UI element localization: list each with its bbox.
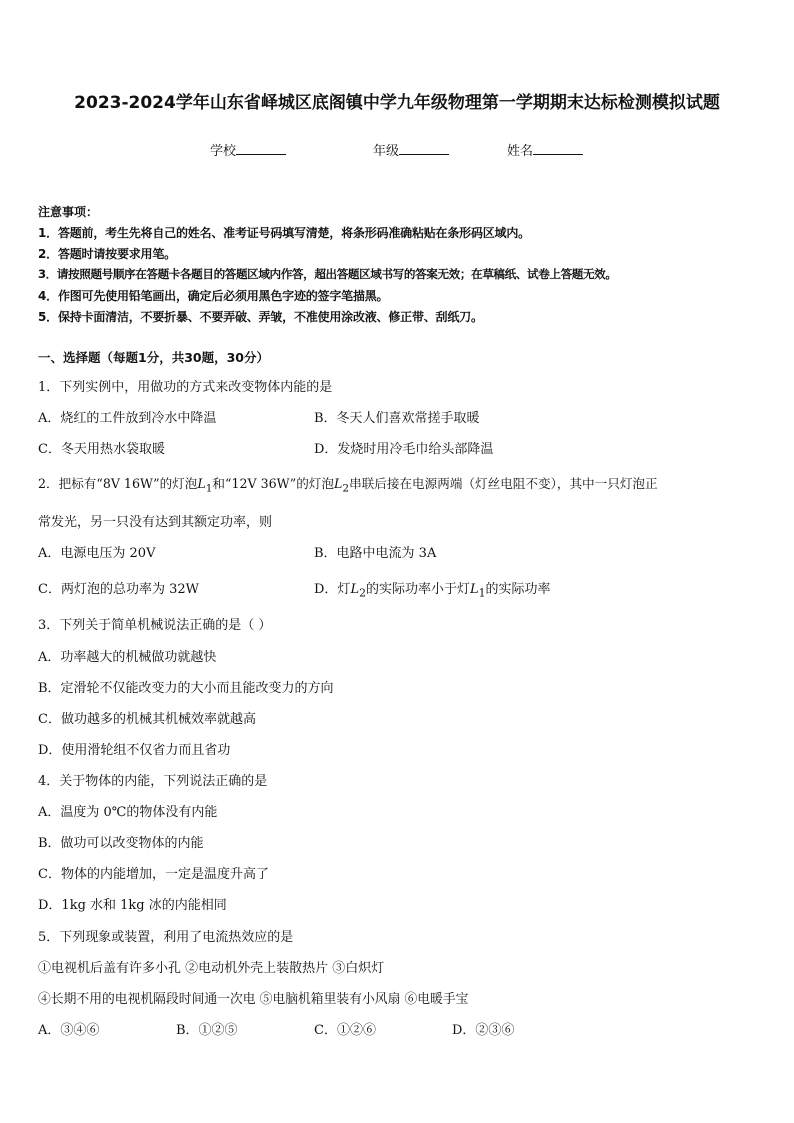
notes-heading: 注意事项： <box>38 205 99 219</box>
question-4-option-c[interactable]: C．物体的内能增加，一定是温度升高了 <box>38 867 269 882</box>
lamp-l1-subscript: 1 <box>478 586 486 600</box>
name-field[interactable] <box>507 140 583 159</box>
lamp-l2-symbol: L <box>334 476 343 491</box>
note-item: 2．答题时请按要求用笔。 <box>38 247 176 261</box>
lamp-l2-symbol: L <box>350 582 360 597</box>
option-d-part: 的实际功率 <box>485 582 551 597</box>
name-label: 姓名 <box>507 144 534 159</box>
note-item: 1．答题前，考生先将自己的姓名、准考证号码填写清楚，将条形码准确粘贴在条形码区域内。 <box>38 226 530 240</box>
question-2-stem-line2: 常发光，另一只没有达到其额定功率，则 <box>38 515 273 530</box>
question-5-items-line2: ④长期不用的电视机隔段时间通一次电 ⑤电脑机箱里装有小风扇 ⑥电暖手宝 <box>38 992 469 1007</box>
question-4-stem: 4．关于物体的内能，下列说法正确的是 <box>38 774 268 789</box>
question-1-option-c[interactable]: C．冬天用热水袋取暖 <box>38 442 165 457</box>
question-2-stem-part: 和“12V 36W”的灯泡 <box>212 476 334 491</box>
question-2-stem-part: 串联后接在电源两端（灯丝电阻不变），其中一只灯泡正 <box>349 476 658 491</box>
question-1-option-b[interactable]: B．冬天人们喜欢常搓手取暖 <box>314 411 480 426</box>
note-item: 5．保持卡面清洁，不要折暴、不要弄破、弄皱，不准使用涂改液、修正带、刮纸刀。 <box>38 310 483 324</box>
lamp-l2-subscript: 2 <box>359 586 366 600</box>
grade-blank[interactable] <box>399 142 449 155</box>
question-3-stem: 3．下列关于简单机械说法正确的是（ ） <box>38 618 272 633</box>
question-2-option-b[interactable]: B．电路中电流为 3A <box>314 546 437 561</box>
grade-label: 年级 <box>373 144 400 159</box>
school-field[interactable] <box>210 140 286 159</box>
lamp-l1-subscript: 1 <box>205 482 213 495</box>
school-blank[interactable] <box>236 142 286 155</box>
question-5-items-line1: ①电视机后盖有许多小孔 ②电动机外壳上装散热片 ③白炽灯 <box>38 961 385 976</box>
question-3-option-b[interactable]: B．定滑轮不仅能改变力的大小而且能改变力的方向 <box>38 681 334 696</box>
lamp-l1-symbol: L <box>469 582 479 597</box>
question-4-option-d[interactable]: D．1kg 水和 1kg 冰的内能相同 <box>38 898 227 913</box>
question-2-stem <box>38 473 658 495</box>
note-item: 4．作图可先使用铅笔画出，确定后必须用黑色字迹的签字笔描黑。 <box>38 289 389 303</box>
name-blank[interactable] <box>533 142 583 155</box>
question-3-option-c[interactable]: C．做功越多的机械其机械效率就越高 <box>38 712 256 727</box>
question-2-option-d[interactable] <box>314 578 551 600</box>
question-5-option-a[interactable]: A．③④⑥ <box>38 1023 100 1038</box>
school-label: 学校 <box>210 144 237 159</box>
question-5-option-d[interactable]: D．②③⑥ <box>452 1023 515 1038</box>
lamp-l1-symbol: L <box>197 476 206 491</box>
question-4-option-a[interactable]: A．温度为 0℃的物体没有内能 <box>38 805 218 820</box>
question-1-option-a[interactable]: A．烧红的工件放到冷水中降温 <box>38 411 217 426</box>
option-d-part: 的实际功率小于灯 <box>365 582 470 597</box>
option-d-part: D．灯 <box>314 582 351 597</box>
question-3-option-a[interactable]: A．功率越大的机械做功就越快 <box>38 650 217 665</box>
note-item: 3．请按照题号顺序在答题卡各题目的答题区域内作答，超出答题区域书写的答案无效；在草稿纸、试卷上答题无效。 <box>38 267 617 281</box>
question-1-stem: 1．下列实例中，用做功的方式来改变物体内能的是 <box>38 380 333 395</box>
grade-field[interactable] <box>373 140 449 159</box>
question-2-stem-part: 2．把标有“8V 16W”的灯泡 <box>38 476 198 491</box>
question-5-option-c[interactable]: C．①②⑥ <box>314 1023 376 1038</box>
question-2-option-c[interactable]: C．两灯泡的总功率为 32W <box>38 582 199 597</box>
lamp-l2-subscript: 2 <box>342 482 350 495</box>
question-2-option-a[interactable]: A．电源电压为 20V <box>38 546 156 561</box>
question-4-option-b[interactable]: B．做功可以改变物体的内能 <box>38 836 204 851</box>
question-3-option-d[interactable]: D．使用滑轮组不仅省力而且省功 <box>38 743 231 758</box>
page-title: 2023-2024学年山东省峄城区底阁镇中学九年级物理第一学期期末达标检测模拟试题 <box>74 93 720 113</box>
question-5-option-b[interactable]: B．①②⑤ <box>176 1023 238 1038</box>
question-5-stem: 5．下列现象或装置，利用了电流热效应的是 <box>38 930 294 945</box>
section-heading: 一、选择题（每题1分，共30题，30分） <box>38 350 269 365</box>
question-1-option-d[interactable]: D．发烧时用冷毛巾给头部降温 <box>314 442 494 457</box>
